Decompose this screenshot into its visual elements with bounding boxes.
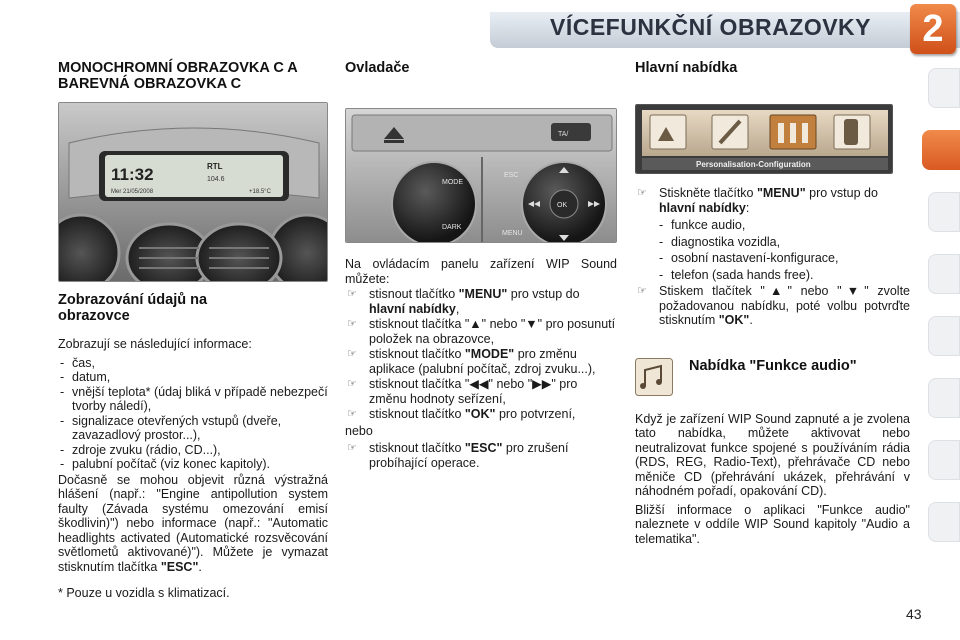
pointer-icon: ☞ (637, 285, 647, 297)
warning-end: . (198, 559, 202, 574)
main-menu-label: hlavní nabídky (369, 301, 456, 316)
chapter-tab[interactable] (928, 440, 960, 480)
item-text: , (455, 301, 460, 316)
list-item (345, 317, 617, 346)
pointer-icon: ☞ (347, 408, 357, 420)
nebo-text: nebo (345, 423, 373, 438)
controls-list-last (345, 441, 617, 470)
display-freq: 104.6 (207, 176, 225, 183)
list-item: - funkce audio, (657, 218, 910, 233)
menu-key-label: "MENU" (756, 186, 806, 200)
item-text: pro potvrzení, (495, 407, 576, 421)
list-item: - osobní nastavení-konfigurace, (657, 251, 910, 266)
warning-paragraph (58, 473, 328, 575)
audio-menu-paragraph: Když je zařízení WIP Sound zapnuté a je zvolena tato nabídka, můžete aktivovat nebo neutralizovat funkce spojené s používáním rádia (RDS, REG, Radio-Text), přehrávače CD nebo měniče CD (přehrávání ukázek, přehrávání v náhodném pořadí, opakování CD). (635, 411, 910, 498)
item-text: stisknout tlačítko (369, 407, 465, 421)
control-panel-photo (345, 108, 617, 243)
pointer-icon: ☞ (637, 187, 647, 199)
controls-list (345, 287, 617, 422)
display-station: RTL (207, 162, 223, 171)
list-item (345, 441, 617, 470)
ta-button-label: TA/ (558, 131, 569, 138)
main-menu-steps (635, 186, 910, 215)
column-display (58, 60, 328, 601)
audio-menu-heading (635, 358, 910, 400)
item-text: pro vstup do (507, 287, 580, 301)
list-item (635, 186, 910, 215)
chapter-tabs (922, 68, 960, 620)
controls-intro: Na ovládacím panelu zařízení WIP Sound můžete: (345, 257, 617, 286)
page-header (380, 0, 960, 56)
control-panel-illustration (346, 109, 617, 243)
chapter-tab[interactable] (928, 254, 960, 294)
list-item: - zdroje zvuku (rádio, CD...), (58, 443, 328, 458)
ok-key-label: "OK" (464, 407, 496, 421)
menu-button-label: MENU (502, 230, 523, 237)
item-text: . (749, 313, 753, 327)
dark-button-label: DARK (442, 224, 462, 231)
esc-key-label: "ESC" (464, 441, 503, 455)
footnote: * Pouze u vozidla s klimatizací. (58, 586, 230, 600)
main-menu-label: hlavní nabídky (659, 200, 746, 215)
page-number: 43 (906, 606, 922, 622)
main-menu-submenus (657, 218, 910, 282)
main-menu-screen (635, 104, 893, 174)
item-text: stisknout tlačítka "▲" nebo "▼" pro posunutí položek na obrazovce, (369, 317, 616, 346)
display-info-list (58, 356, 328, 472)
chapter-tab[interactable] (928, 68, 960, 108)
list-item (345, 407, 617, 422)
item-text: stisknout tlačítka "◀◀" nebo "▶▶" pro změnu hodnoty seřízení, (369, 377, 578, 406)
list-item (345, 287, 617, 316)
item-text: pro vstup do (805, 186, 878, 200)
display-time: 11:32 (111, 165, 154, 184)
section-subtitle-display: Zobrazování údajů na obrazovce (58, 292, 208, 324)
list-item: - datum, (58, 370, 328, 385)
esc-button-label: ESC (504, 172, 519, 179)
display-date: Mer 21/05/2008 (111, 189, 154, 195)
item-text: stisknout tlačítko (369, 441, 465, 455)
pointer-icon: ☞ (347, 348, 357, 360)
section-title-main-menu: Hlavní nabídka (635, 60, 738, 76)
item-text: stisnout tlačítko (369, 287, 459, 301)
list-item: - vnější teplota* (údaj bliká v případě nebezpečí tvorby náledí), (58, 385, 328, 414)
list-item (345, 347, 617, 376)
pointer-icon: ☞ (347, 442, 357, 454)
section-title-controls: Ovladače (345, 60, 410, 76)
mode-button-label: MODE (442, 179, 463, 186)
list-item (635, 284, 910, 328)
main-menu-screen-label: Personalisation-Configuration (696, 160, 811, 169)
menu-key-label: "MENU" (458, 287, 508, 301)
audio-menu-title: Nabídka "Funkce audio" (689, 357, 857, 374)
pointer-icon: ☞ (347, 288, 357, 300)
page-title: VÍCEFUNKČNÍ OBRAZOVKY (550, 14, 872, 40)
ok-key-label: "OK" (718, 313, 750, 327)
list-item: - čas, (58, 356, 328, 371)
esc-key-label: "ESC" (160, 559, 199, 574)
item-text: stisknout tlačítko (369, 347, 465, 361)
chapter-tab[interactable] (928, 378, 960, 418)
item-text: pro zrušení probíhající operace. (369, 441, 569, 470)
mode-key-label: "MODE" (464, 347, 515, 361)
display-intro: Zobrazují se následující informace: (58, 337, 252, 351)
chapter-badge: 2 (910, 4, 956, 54)
audio-function-icon (635, 358, 673, 396)
chapter-tab[interactable] (928, 502, 960, 542)
list-item: - telefon (sada hands free). (657, 268, 910, 283)
list-item: - palubní počítač (viz konec kapitoly). (58, 457, 328, 472)
item-text: : (745, 200, 750, 215)
item-text: pro změnu aplikace (palubní počítač, zdroj zvuku...), (369, 347, 596, 376)
dashboard-photo (58, 102, 328, 282)
pointer-icon: ☞ (347, 318, 357, 330)
display-temp: +18.5°C (249, 189, 271, 195)
main-menu-steps-2 (635, 284, 910, 328)
audio-menu-more-info: Bližší informace o aplikaci "Funkce audio" naleznete v oddíle WIP Sound kapitoly "Audio a telematika". (635, 502, 910, 546)
list-item: - signalizace otevřených vstupů (dveře, zavazadlový prostor...), (58, 414, 328, 443)
column-main-menu (635, 60, 910, 546)
dashboard-illustration (59, 103, 328, 282)
ok-button-label: OK (557, 202, 568, 209)
pointer-icon: ☞ (347, 378, 357, 390)
chapter-tab-active[interactable] (922, 130, 960, 170)
main-menu-illustration (636, 105, 893, 174)
chapter-tab[interactable] (928, 192, 960, 232)
list-item: - diagnostika vozidla, (657, 235, 910, 250)
item-text: Stiskem tlačítek "▲" nebo "▼" zvolte požadovanou nabídku, poté volbu potvrďte stisknutím (659, 284, 910, 327)
item-text: Stiskněte tlačítko (659, 186, 757, 200)
column-controls (345, 60, 617, 471)
section-title-display: MONOCHROMNÍ OBRAZOVKA C A BAREVNÁ OBRAZOVKA C (58, 60, 298, 92)
chapter-tab[interactable] (928, 316, 960, 356)
list-item (345, 377, 617, 406)
warning-text: Dočasně se mohou objevit různá výstražná hlášení (např.: "Engine antipollution system faulty (Závada systému omezování emisí škodlivin)") nebo informace (např.: "Automatic headlights activated (Automatické rozsvěcování světlometů aktivované)"). Můžete je vymazat stisknutím tlačítka (58, 472, 328, 574)
